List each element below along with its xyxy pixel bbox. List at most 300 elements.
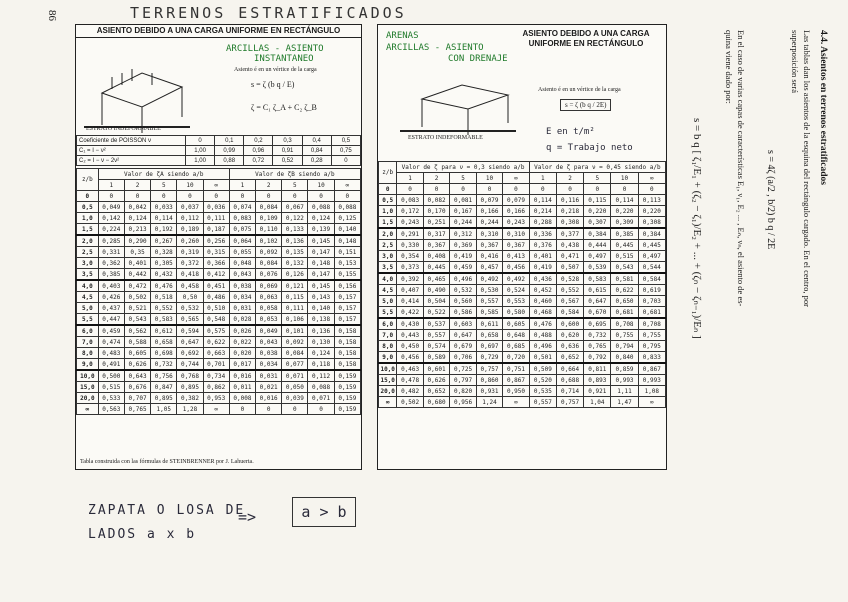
table-cell: 0,483 [98, 348, 124, 359]
table-cell: 0,729 [476, 352, 502, 364]
table-cell: 0,048 [229, 258, 255, 269]
table-cell: 0,172 [397, 206, 423, 217]
table-row [77, 359, 361, 371]
table-cell: 0,031 [256, 370, 282, 382]
table-cell: 0,755 [611, 330, 638, 341]
handwritten-title: TERRENOS ESTRATIFICADOS [130, 4, 407, 22]
table-cell: 0,482 [397, 386, 423, 397]
table-cell: 0,159 [334, 382, 360, 393]
table-cell: 15,0 [380, 376, 395, 384]
table-cell: 0,419 [529, 262, 556, 274]
table-cell: 0,5 [77, 202, 99, 213]
table-cell: 0,114 [151, 213, 177, 224]
table-cell: 0,588 [124, 337, 150, 348]
group-header-row [379, 162, 666, 173]
table-cell: 0,008 [229, 393, 255, 404]
bottom-note-arrow: => [238, 508, 257, 526]
sub-header: 1 [397, 173, 423, 184]
table-cell: 0,026 [229, 325, 255, 337]
table-cell: 0,028 [229, 314, 255, 326]
table-row [77, 314, 361, 326]
table-cell: 0,437 [98, 303, 124, 314]
table-cell: 0,993 [611, 375, 638, 386]
table-cell: 0,167 [450, 206, 476, 217]
table-row [77, 258, 361, 269]
table-cell: 0,309 [611, 217, 638, 229]
table-cell: 0,603 [450, 318, 476, 330]
table-cell: 0,021 [256, 382, 282, 393]
table-cell: 0,565 [177, 314, 203, 326]
bottom-note-line-1: ZAPATA O LOSA DE [88, 503, 246, 518]
table-cell: 0,413 [503, 251, 530, 262]
formula-center: s = 4ζ (a/2 , b/2) b q / 2E [765, 150, 776, 250]
table-cell: 0,445 [423, 262, 449, 274]
table-cell: 0,067 [282, 202, 308, 213]
table-cell: 0,016 [256, 393, 282, 404]
table-cell: 1,08 [638, 386, 665, 397]
table-cell: 0,895 [151, 393, 177, 404]
table-row [77, 202, 361, 213]
table-cell: 0,643 [124, 370, 150, 382]
table-cell: 0,438 [556, 240, 583, 251]
table-cell: 1,05 [151, 404, 177, 415]
page-number: 86 [46, 10, 58, 21]
table-cell: 0,367 [423, 240, 449, 251]
table-cell: 3,0 [77, 258, 99, 269]
table-cell: 0,122 [282, 213, 308, 224]
table-cell: 0,560 [450, 296, 476, 307]
table-cell: 0 [256, 191, 282, 202]
table-row [379, 262, 666, 274]
poisson-cell: 0 [186, 136, 215, 146]
table-cell: 3,0 [379, 251, 397, 262]
table-cell: 0,670 [584, 307, 611, 319]
table-cell: 7,0 [77, 337, 99, 348]
table-cell: 0,488 [529, 330, 556, 341]
table-cell: 2,0 [379, 228, 397, 240]
table-cell: 0,457 [476, 262, 502, 274]
table-row [77, 235, 361, 247]
table-cell: 0,680 [423, 397, 449, 408]
table-cell: 0,515 [611, 251, 638, 262]
table-cell: 0,385 [98, 269, 124, 281]
table-cell: 0,765 [124, 404, 150, 415]
table-cell: 0,840 [611, 352, 638, 364]
table-cell: 0,703 [638, 296, 665, 307]
table-cell: 0,084 [256, 258, 282, 269]
table-cell: 0 [308, 191, 334, 202]
table-cell: 0,092 [256, 247, 282, 258]
table-cell: 0,166 [503, 206, 530, 217]
table-cell: 0,118 [308, 359, 334, 371]
table-cell: 0 [334, 191, 360, 202]
foundation-sketch-icon [82, 43, 192, 137]
table-cell: 9,0 [77, 359, 99, 371]
bottom-note-boxed: a > b [292, 497, 356, 527]
table-cell: 0,133 [282, 224, 308, 236]
table-cell: 0,158 [334, 359, 360, 371]
table-row [77, 269, 361, 281]
table-cell: 0,155 [334, 269, 360, 281]
table-cell: 0,385 [611, 228, 638, 240]
sub-header: 1 [98, 180, 124, 191]
table-cell: 0,860 [476, 375, 502, 386]
c1-cell: 1,00 [186, 146, 215, 156]
table-row [77, 404, 361, 415]
table-row [77, 325, 361, 337]
table-cell: 0,159 [334, 393, 360, 404]
table-cell: 0,092 [282, 337, 308, 348]
table-cell: 0,251 [423, 217, 449, 229]
table-cell: 0,515 [98, 382, 124, 393]
table-cell: 0,382 [177, 393, 203, 404]
table-cell: 0,038 [256, 348, 282, 359]
table-cell: 0,336 [529, 228, 556, 240]
table-cell: 0,224 [98, 224, 124, 236]
table-cell: 0,147 [308, 247, 334, 258]
table-cell: 4,5 [77, 292, 99, 303]
table-cell: 0,331 [98, 247, 124, 258]
table-cell: 0,033 [151, 202, 177, 213]
table-cell: 0,124 [124, 213, 150, 224]
table-cell: 1,5 [379, 217, 397, 229]
table-cell: 0,543 [124, 314, 150, 326]
table-cell: 0,476 [529, 318, 556, 330]
table-cell: 0,408 [423, 251, 449, 262]
table-cell: 0 [397, 184, 423, 195]
table-cell: 0,055 [229, 247, 255, 258]
sub-header: 10 [177, 180, 203, 191]
table-cell: 0,157 [334, 303, 360, 314]
right-annotation-3: CON DRENAJE [448, 54, 508, 64]
table-cell: 0,612 [151, 325, 177, 337]
table-cell: 0,456 [397, 352, 423, 364]
table-cell: 0 [476, 184, 502, 195]
table-cell: 0 [423, 184, 449, 195]
table-cell: 0,071 [282, 370, 308, 382]
sub-header: 10 [476, 173, 502, 184]
table-cell: 0,075 [229, 224, 255, 236]
table-cell: 0,049 [256, 325, 282, 337]
table-cell: 0 [229, 191, 255, 202]
table-row [77, 224, 361, 236]
table-cell: 0,124 [308, 348, 334, 359]
table-cell: 0,058 [256, 303, 282, 314]
table-cell: 0,187 [203, 224, 229, 236]
table-cell: 0,418 [177, 269, 203, 281]
table-cell: 0,043 [229, 269, 255, 281]
table-cell: 0,436 [529, 273, 556, 285]
poisson-cell: 0,3 [273, 136, 302, 146]
table-cell: 0,039 [282, 393, 308, 404]
poisson-cell: 0,1 [215, 136, 244, 146]
table-cell: 0,698 [151, 348, 177, 359]
table-cell: 0,362 [98, 258, 124, 269]
table-cell: 0,626 [124, 359, 150, 371]
right-load-diagram [398, 69, 518, 139]
table-cell: 0,522 [423, 307, 449, 319]
table-cell: 0,158 [334, 325, 360, 337]
table-cell: 0,497 [584, 251, 611, 262]
table-cell: 0,290 [124, 235, 150, 247]
table-cell: 0,328 [151, 247, 177, 258]
table-cell: 0 [450, 184, 476, 195]
right-caption: Asiento é en un vértice de la carga [538, 87, 621, 93]
c2-cell: 1,00 [186, 156, 215, 166]
table-row [77, 382, 361, 393]
table-cell: 0,034 [229, 292, 255, 303]
table-cell: 0,708 [611, 318, 638, 330]
table-cell: 0,496 [529, 341, 556, 352]
right-formula: s = ζ (b q / 2E) [560, 99, 611, 111]
table-cell: 0,042 [124, 202, 150, 213]
table-cell: 0 [77, 191, 99, 202]
table-cell: 0,847 [151, 382, 177, 393]
table-cell: 0,373 [397, 262, 423, 274]
table-cell: 0,218 [556, 206, 583, 217]
table-cell: 0,491 [98, 359, 124, 371]
table-cell: 0,147 [308, 269, 334, 281]
sub-header: 2 [124, 180, 150, 191]
group-header: Valor de ζ para ν = 0,3 siendo a/b [397, 162, 529, 173]
table-cell: 0,581 [611, 273, 638, 285]
table-cell: 0,528 [556, 273, 583, 285]
table-cell: 0,35 [124, 247, 150, 258]
table-cell: 0,414 [397, 296, 423, 307]
table-cell: 0 [308, 404, 334, 415]
paragraph-2: superposición será [790, 30, 800, 94]
table-cell: 0,584 [556, 307, 583, 319]
table-cell: 0 [124, 191, 150, 202]
table-cell: 0 [203, 191, 229, 202]
table-cell: 0,647 [177, 337, 203, 348]
table-cell: 8,0 [77, 348, 99, 359]
table-row [379, 352, 666, 364]
table-cell: 0,260 [177, 235, 203, 247]
table-cell: 0,490 [423, 285, 449, 296]
table-cell: 0,465 [423, 273, 449, 285]
table-row [379, 228, 666, 240]
table-cell: 0,315 [203, 247, 229, 258]
table-cell: 0,071 [308, 393, 334, 404]
table-cell: 0,820 [450, 386, 476, 397]
table-cell: 0,445 [638, 240, 665, 251]
table-cell: 0,532 [450, 285, 476, 296]
table-cell: 0,459 [450, 262, 476, 274]
table-row [77, 303, 361, 314]
table-cell: 0,111 [282, 303, 308, 314]
table-cell: 0,136 [282, 235, 308, 247]
table-cell: 0,622 [203, 337, 229, 348]
table-cell: ∞ [379, 397, 397, 408]
table-cell: 0,401 [529, 251, 556, 262]
table-cell: 10,0 [77, 370, 99, 382]
table-cell: 0,605 [503, 318, 530, 330]
table-cell: 0,471 [556, 251, 583, 262]
sub-header: 1 [229, 180, 255, 191]
table-cell: 0,148 [334, 235, 360, 247]
table-row [379, 184, 666, 195]
table-cell: 0,138 [308, 314, 334, 326]
table-cell: 0,5 [379, 195, 397, 206]
table-cell: 0,244 [476, 217, 502, 229]
poisson-cell: 0,4 [302, 136, 331, 146]
table-cell: 0,615 [584, 285, 611, 296]
table-cell: 0,376 [529, 240, 556, 251]
table-cell: 0,476 [151, 280, 177, 292]
c2-cell: 0,28 [302, 156, 331, 166]
table-cell: ∞ [503, 397, 530, 408]
table-cell: 0,125 [334, 213, 360, 224]
table-cell: 0,458 [177, 280, 203, 292]
sub-header: 10 [308, 180, 334, 191]
table-cell: 0,031 [229, 303, 255, 314]
table-cell: 0,143 [308, 292, 334, 303]
table-cell: 0,768 [177, 370, 203, 382]
table-cell: 0,663 [203, 348, 229, 359]
table-cell: 0,530 [476, 285, 502, 296]
table-cell: 0,139 [308, 224, 334, 236]
table-cell: 0,319 [177, 247, 203, 258]
table-cell: 1,28 [177, 404, 203, 415]
table-cell: 0 [256, 404, 282, 415]
table-cell: 0 [282, 191, 308, 202]
table-cell: 6,0 [77, 325, 99, 337]
table-cell: 2,0 [77, 235, 99, 247]
table-cell: 0,038 [229, 280, 255, 292]
table-cell: 0,732 [584, 330, 611, 341]
table-cell: 0,557 [423, 330, 449, 341]
table-cell: 0,725 [450, 363, 476, 375]
formula-layers: s = b q [ ζ₁/E₁ + (ζ₂ − ζ₁)/E₂ + ... + (ζₙ − ζₙ₋₁)/Eₙ ] [691, 118, 703, 339]
table-cell: 0 [638, 184, 665, 195]
table-cell: 0,330 [397, 240, 423, 251]
table-cell: ∞ [203, 404, 229, 415]
table-cell: 0,243 [503, 217, 530, 229]
table-cell: 0,535 [529, 386, 556, 397]
paragraph-4: quina viene dado por: [724, 30, 734, 104]
table-cell: 0,384 [584, 228, 611, 240]
table-cell: 0,497 [638, 251, 665, 262]
table-cell: ∞ [77, 404, 99, 415]
c1-cell: 0,91 [273, 146, 302, 156]
sub-header: 10 [611, 173, 638, 184]
table-cell: 0,430 [397, 318, 423, 330]
table-cell: 8,0 [379, 341, 397, 352]
table-cell: 0,557 [529, 397, 556, 408]
table-cell: 0,647 [584, 296, 611, 307]
table-cell: 0,020 [229, 348, 255, 359]
table-cell: 0,537 [423, 318, 449, 330]
table-cell: 0,867 [503, 375, 530, 386]
table-cell: 0,442 [124, 269, 150, 281]
table-cell: 0,794 [611, 341, 638, 352]
table-cell: 0,797 [450, 375, 476, 386]
table-cell: 4,0 [77, 280, 99, 292]
table-cell: 0,076 [256, 269, 282, 281]
table-cell: 0,034 [256, 359, 282, 371]
c2-cell: 0,88 [215, 156, 244, 166]
table-cell: 0,079 [503, 195, 530, 206]
table-cell: 0,444 [584, 240, 611, 251]
table-cell: 0,267 [151, 235, 177, 247]
table-cell: 0,157 [334, 314, 360, 326]
paragraph-1: Las tablas dan los asientos de la esquina del rectángulo cargado. En el centro, por [802, 30, 812, 307]
table-cell: 0,586 [450, 307, 476, 319]
table-cell: 0,681 [611, 307, 638, 319]
table-cell: 0,384 [638, 228, 665, 240]
table-cell: 0,626 [423, 375, 449, 386]
table-cell: 0,452 [529, 285, 556, 296]
table-cell: 0,126 [282, 269, 308, 281]
table-cell: 0,757 [556, 397, 583, 408]
table-cell: 0,189 [177, 224, 203, 236]
table-row [77, 247, 361, 258]
sub-header: 5 [282, 180, 308, 191]
left-footnote: Tabla construida con las fórmulas de STEINBRENNER por J. Lahuerta. [80, 459, 254, 465]
sub-header: 2 [556, 173, 583, 184]
table-cell: 0,676 [124, 382, 150, 393]
table-cell: 0,468 [529, 307, 556, 319]
table-cell: 0,142 [98, 213, 124, 224]
table-cell: 1,5 [77, 224, 99, 236]
table-cell: 0,502 [397, 397, 423, 408]
table-cell: 0,088 [334, 202, 360, 213]
table-cell: 0,084 [282, 348, 308, 359]
table-cell: 0,124 [308, 213, 334, 224]
table-cell: 0,140 [308, 303, 334, 314]
table-cell: 0,652 [423, 386, 449, 397]
table-cell: 0,548 [203, 314, 229, 326]
table-row [379, 296, 666, 307]
table-cell: 0,109 [256, 213, 282, 224]
table-cell: 0,213 [124, 224, 150, 236]
c1-row [77, 146, 361, 156]
right-stratum-label: ESTRATO INDEFORMABLE [408, 135, 483, 141]
c2-cell: 0 [331, 156, 360, 166]
table-cell: 0,744 [177, 359, 203, 371]
table-cell: 0,732 [151, 359, 177, 371]
table-cell: 0,755 [638, 330, 665, 341]
sub-header: 1 [529, 173, 556, 184]
table-cell: 0 [229, 404, 255, 415]
table-cell: 0,101 [282, 325, 308, 337]
table-cell: 3,5 [379, 262, 397, 274]
table-cell: 0,121 [282, 280, 308, 292]
table-cell: ∞ [638, 397, 665, 408]
table-cell: 0,456 [503, 262, 530, 274]
table-cell: 0,706 [450, 352, 476, 364]
table-cell: 0,504 [423, 296, 449, 307]
table-cell: 0,243 [397, 217, 423, 229]
right-note-2: q = Trabajo neto [546, 143, 633, 153]
table-cell: 0,650 [611, 296, 638, 307]
table-cell: 0,112 [177, 213, 203, 224]
table-cell: 0,077 [282, 359, 308, 371]
c1-cell: 0,99 [215, 146, 244, 156]
table-cell: 2,5 [379, 240, 397, 251]
table-cell: 0,679 [450, 341, 476, 352]
bottom-note-line-2: LADOS a x b [88, 527, 197, 542]
table-cell: 0,116 [556, 195, 583, 206]
table-row [379, 375, 666, 386]
sub-header: 5 [584, 173, 611, 184]
table-cell: 0,521 [124, 303, 150, 314]
table-cell: 0,757 [476, 363, 502, 375]
table-cell: 0,619 [638, 285, 665, 296]
sub-header: 2 [256, 180, 282, 191]
poisson-cell: 0,2 [244, 136, 273, 146]
